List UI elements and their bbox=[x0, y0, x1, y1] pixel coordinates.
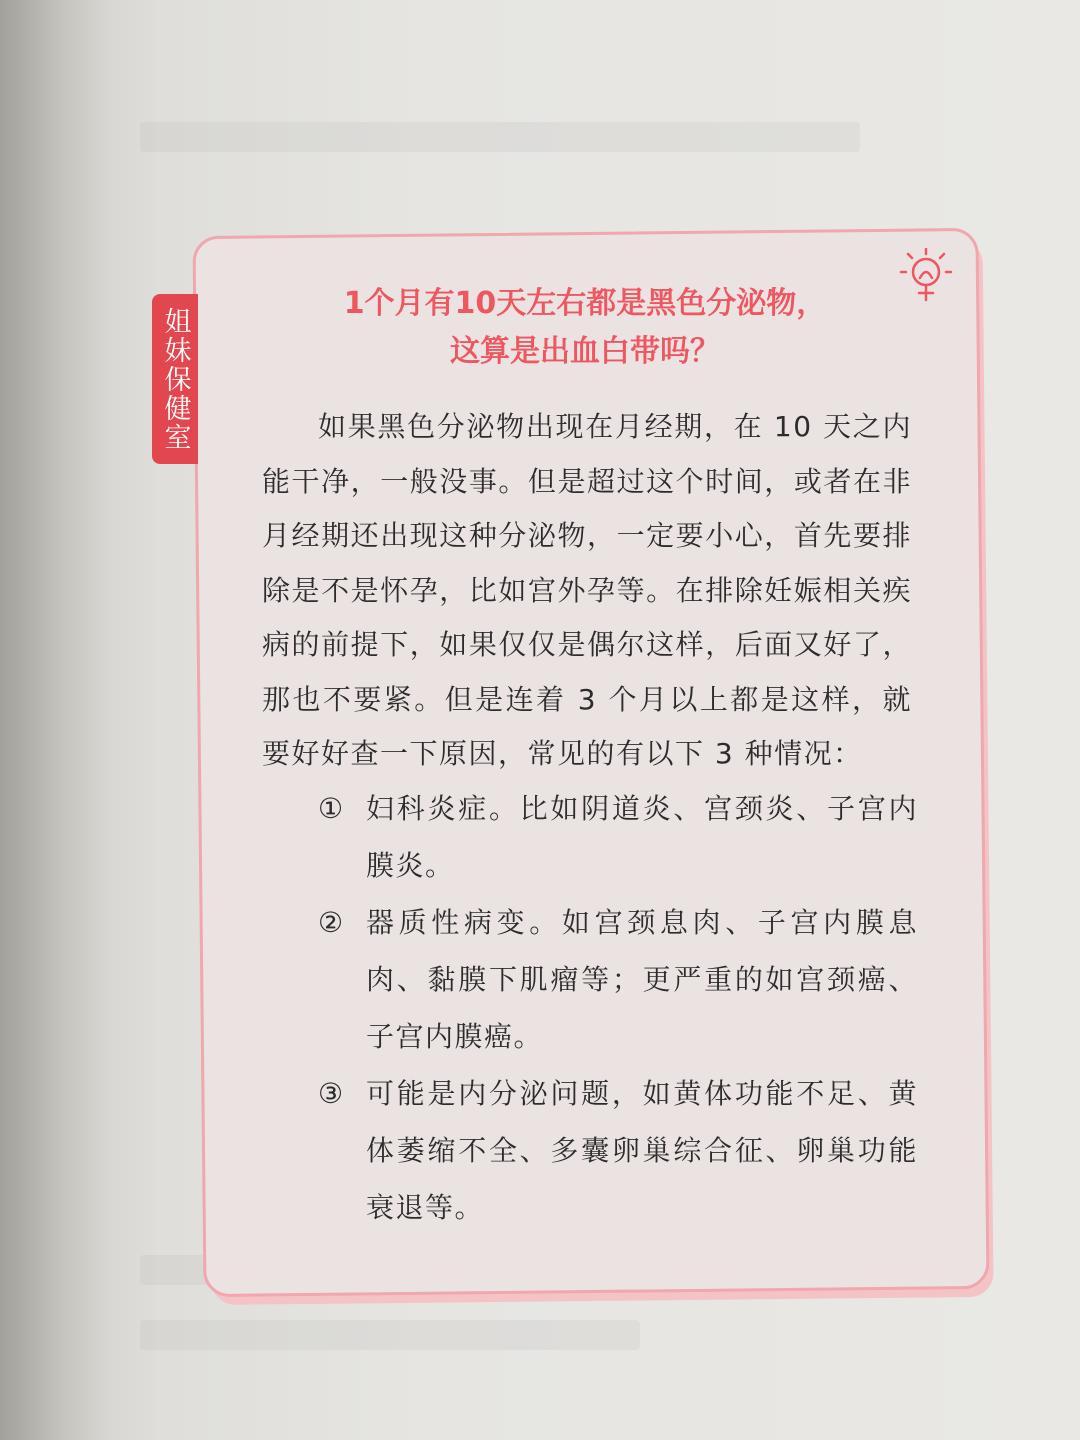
lightbulb-female-icon bbox=[898, 248, 954, 312]
list-item bbox=[318, 780, 918, 894]
question-title-line: 这算是出血白带吗？ bbox=[450, 334, 720, 369]
question-title-line: 1个月有10天左右都是黑色分泌物， bbox=[343, 286, 827, 321]
page-gutter-shadow bbox=[0, 0, 110, 1440]
section-tab-label: 姐妹保健室 bbox=[159, 306, 191, 452]
answer-paragraph: 如果黑色分泌物出现在月经期，在 10 天之内能干净，一般没事。但是超过这个时间，或者在非月经期还出现这种分泌物，一定要小心，首先要排除是不是怀孕，比如宫外孕等。在排除妊娠相关疾病的前提下，如果仅仅是偶尔这样，后面又好了，那也不要紧。但是连着 3 个月以上都是这样，就要好好查一下原因，常见的有以下 3 种情况： bbox=[262, 410, 912, 770]
item-text: 器质性病变。如宫颈息肉、子宫内膜息肉、黏膜下肌瘤等；更严重的如宫颈癌、子宫内膜癌。 bbox=[366, 906, 918, 1053]
question-title bbox=[290, 280, 880, 376]
section-tab bbox=[152, 294, 198, 464]
item-number: ③ bbox=[318, 1077, 345, 1110]
bleed-through-text bbox=[140, 1320, 640, 1350]
cause-list bbox=[318, 780, 918, 1236]
item-number: ① bbox=[318, 792, 345, 825]
item-number: ② bbox=[318, 906, 345, 939]
bleed-through-text bbox=[140, 122, 860, 152]
list-item bbox=[318, 894, 918, 1065]
item-text: 妇科炎症。比如阴道炎、宫颈炎、子宫内膜炎。 bbox=[366, 792, 918, 882]
list-item bbox=[318, 1065, 918, 1236]
item-text: 可能是内分泌问题，如黄体功能不足、黄体萎缩不全、多囊卵巢综合征、卵巢功能衰退等。 bbox=[366, 1077, 918, 1224]
